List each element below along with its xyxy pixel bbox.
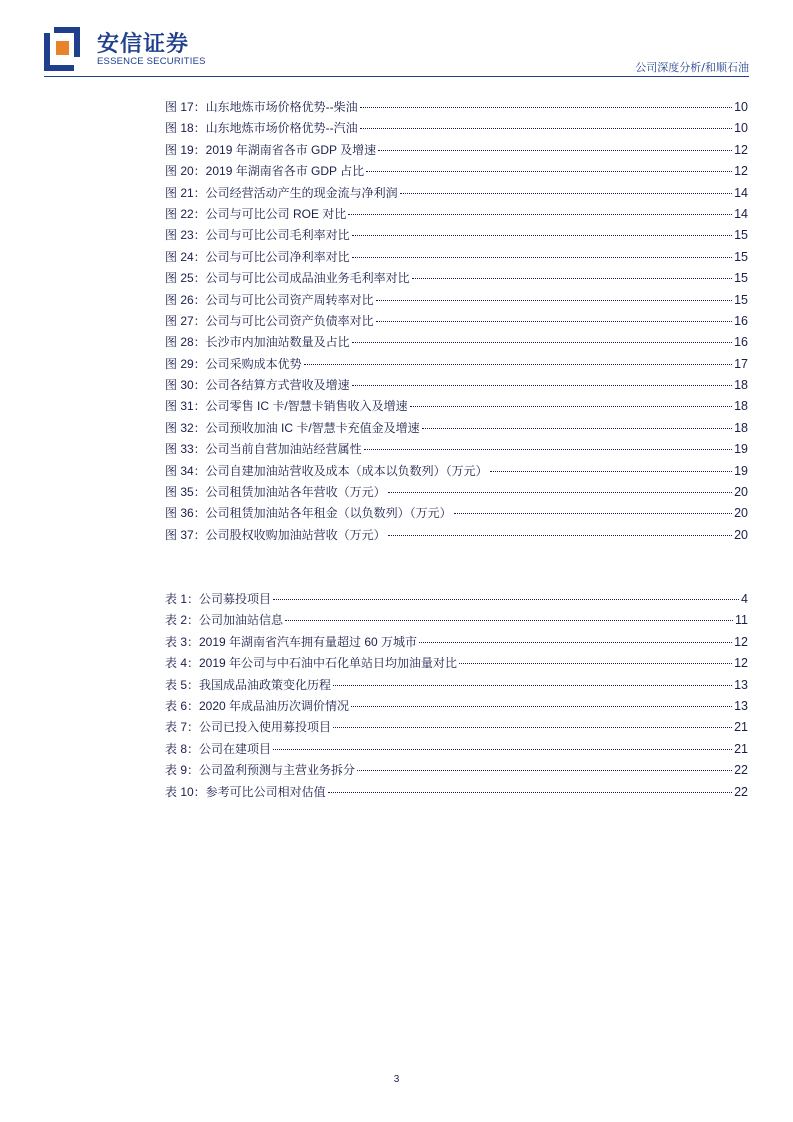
table-entry-label: 表 6：2020 年成品油历次调价情况 (165, 698, 350, 713)
dot-leader (348, 214, 732, 215)
table-entry-page: 12 (734, 656, 748, 671)
dot-leader (273, 599, 739, 600)
figure-entry-label: 图 33：公司当前自营加油站经营属性 (165, 442, 362, 457)
figure-entry-label: 图 28：长沙市内加油站数量及占比 (165, 335, 350, 350)
figure-entry-page: 17 (734, 356, 748, 371)
figure-entry-page: 18 (734, 399, 748, 414)
dot-leader (352, 385, 732, 386)
figure-entry-page: 10 (734, 121, 748, 136)
dot-leader (490, 471, 732, 472)
dot-leader (459, 663, 732, 664)
figure-entry-label: 图 32：公司预收加油 IC 卡/智慧卡充值金及增速 (165, 420, 420, 435)
table-entry-page: 4 (741, 592, 748, 606)
figure-entry[interactable] (165, 375, 748, 396)
dot-leader (419, 642, 732, 643)
figure-entry-label: 图 36：公司租赁加油站各年租金（以负数列）（万元） (165, 506, 452, 521)
table-entry-label: 表 4：2019 年公司与中石油中石化单站日均加油量对比 (165, 656, 458, 671)
figure-entry-label: 图 27：公司与可比公司资产负债率对比 (165, 313, 374, 328)
dot-leader (328, 792, 732, 793)
figure-entry-label: 图 23：公司与可比公司毛利率对比 (165, 228, 350, 243)
figure-entry[interactable] (165, 247, 748, 268)
dot-leader (410, 406, 732, 407)
figure-entry[interactable] (165, 183, 748, 204)
dot-leader (273, 749, 732, 750)
table-entry-label: 表 7：公司已投入使用募投项目 (165, 720, 332, 735)
figure-entry-page: 15 (734, 271, 748, 286)
figure-entry-page: 19 (734, 463, 748, 478)
figure-entry-page: 15 (734, 249, 748, 264)
figure-entry-label: 图 34：公司自建加油站营收及成本（成本以负数列）（万元） (165, 463, 488, 478)
dot-leader (388, 535, 732, 536)
figure-entry-page: 18 (734, 420, 748, 435)
dot-leader (357, 770, 732, 771)
figure-entry[interactable] (165, 225, 748, 246)
table-entry-page: 21 (734, 720, 748, 735)
table-index (0, 589, 793, 803)
dot-leader (400, 193, 732, 194)
dot-leader (364, 449, 732, 450)
figure-entry-label: 图 20：2019 年湖南省各市 GDP 占比 (165, 164, 365, 179)
table-entry-page: 22 (734, 763, 748, 778)
figure-entry-page: 20 (734, 506, 748, 521)
table-entry-label: 表 3：2019 年湖南省汽车拥有量超过 60 万城市 (165, 634, 418, 649)
table-entry-label: 表 9：公司盈利预测与主营业务拆分 (165, 763, 356, 778)
table-entry[interactable] (165, 696, 748, 717)
dot-leader (388, 492, 732, 493)
figure-entry-label: 图 26：公司与可比公司资产周转率对比 (165, 292, 374, 307)
dot-leader (422, 428, 732, 429)
table-entry[interactable] (165, 739, 748, 760)
table-entry[interactable] (165, 782, 748, 803)
figure-entry-page: 14 (734, 185, 748, 200)
table-entry-page: 12 (734, 634, 748, 649)
figure-entry[interactable] (165, 439, 748, 460)
table-entry[interactable] (165, 760, 748, 781)
figure-entry[interactable] (165, 461, 748, 482)
table-entry[interactable] (165, 610, 748, 631)
dot-leader (352, 342, 732, 343)
figure-entry[interactable] (165, 268, 748, 289)
figure-index (0, 97, 793, 546)
table-entry-page: 11 (735, 613, 748, 628)
figure-entry-label: 图 31：公司零售 IC 卡/智慧卡销售收入及增速 (165, 399, 408, 414)
dot-leader (360, 107, 732, 108)
brand-name-en: ESSENCE SECURITIES (97, 56, 206, 67)
report-type: 公司深度分析/和顺石油 (635, 61, 749, 74)
figure-entry-page: 10 (734, 100, 748, 114)
figure-entry-page: 16 (734, 335, 748, 350)
figure-entry-page: 20 (734, 485, 748, 500)
figure-entry[interactable] (165, 204, 748, 225)
figure-entry-label: 图 22：公司与可比公司 ROE 对比 (165, 206, 347, 221)
figure-entry[interactable] (165, 311, 748, 332)
figure-entry[interactable] (165, 396, 748, 417)
table-entry-page: 21 (734, 741, 748, 756)
dot-leader (304, 364, 732, 365)
figure-entry[interactable] (165, 97, 748, 118)
table-entry-label: 表 8：公司在建项目 (165, 741, 272, 756)
figure-entry[interactable] (165, 354, 748, 375)
figure-entry-label: 图 18：山东地炼市场价格优势--汽油 (165, 121, 358, 136)
figure-entry[interactable] (165, 332, 748, 353)
figure-entry-label: 图 35：公司租赁加油站各年营收（万元） (165, 485, 386, 500)
figure-entry[interactable] (165, 290, 748, 311)
dot-leader (376, 321, 732, 322)
dot-leader (378, 150, 732, 151)
table-entry-label: 表 5：我国成品油政策变化历程 (165, 677, 332, 692)
table-entry-label: 表 10：参考可比公司相对估值 (165, 784, 326, 799)
dot-leader (333, 685, 732, 686)
figure-entry-page: 18 (734, 378, 748, 393)
dot-leader (412, 278, 732, 279)
dot-leader (285, 620, 733, 621)
table-entry-page: 22 (734, 784, 748, 799)
table-entry[interactable] (165, 632, 748, 653)
table-entry[interactable] (165, 675, 748, 696)
figure-entry-label: 图 17：山东地炼市场价格优势--柴油 (165, 100, 358, 114)
figure-entry-label: 图 21：公司经营活动产生的现金流与净利润 (165, 185, 398, 200)
essence-logo-icon (44, 27, 80, 71)
figure-entry-page: 12 (734, 164, 748, 179)
figure-entry-page: 19 (734, 442, 748, 457)
figure-entry-page: 20 (734, 527, 748, 542)
figure-entry-label: 图 37：公司股权收购加油站营收（万元） (165, 527, 386, 542)
dot-leader (333, 727, 732, 728)
dot-leader (454, 513, 732, 514)
figure-entry-label: 图 30：公司各结算方式营收及增速 (165, 378, 350, 393)
figure-entry[interactable] (165, 118, 748, 139)
table-entry[interactable] (165, 717, 748, 738)
figure-entry-label: 图 19：2019 年湖南省各市 GDP 及增速 (165, 142, 377, 157)
figure-entry-page: 12 (734, 142, 748, 157)
figure-entry-page: 14 (734, 206, 748, 221)
figure-entry-page: 15 (734, 292, 748, 307)
figure-entry[interactable] (165, 161, 748, 182)
figure-entry[interactable] (165, 503, 748, 524)
dot-leader (352, 257, 732, 258)
table-entry-page: 13 (734, 677, 748, 692)
figure-entry-label: 图 29：公司采购成本优势 (165, 356, 302, 371)
page-number: 3 (393, 1074, 400, 1085)
figure-entry[interactable] (165, 140, 748, 161)
dot-leader (376, 300, 732, 301)
table-entry-label: 表 2：公司加油站信息 (165, 613, 284, 628)
dot-leader (360, 128, 732, 129)
table-entry-page: 13 (734, 698, 748, 713)
figure-entry-page: 15 (734, 228, 748, 243)
header-divider (44, 76, 749, 77)
page-header (0, 0, 793, 80)
figure-entry-page: 16 (734, 313, 748, 328)
figure-entry-label: 图 24：公司与可比公司净利率对比 (165, 249, 350, 264)
table-entry-label: 表 1：公司募投项目 (165, 592, 272, 606)
figure-entry-label: 图 25：公司与可比公司成品油业务毛利率对比 (165, 271, 410, 286)
table-entry[interactable] (165, 589, 748, 610)
dot-leader (352, 235, 732, 236)
figure-entry[interactable] (165, 482, 748, 503)
table-entry[interactable] (165, 653, 748, 674)
dot-leader (366, 171, 732, 172)
dot-leader (351, 706, 732, 707)
brand-name-cn: 安信证券 (97, 32, 190, 57)
figure-entry[interactable] (165, 418, 748, 439)
figure-entry[interactable] (165, 525, 748, 546)
